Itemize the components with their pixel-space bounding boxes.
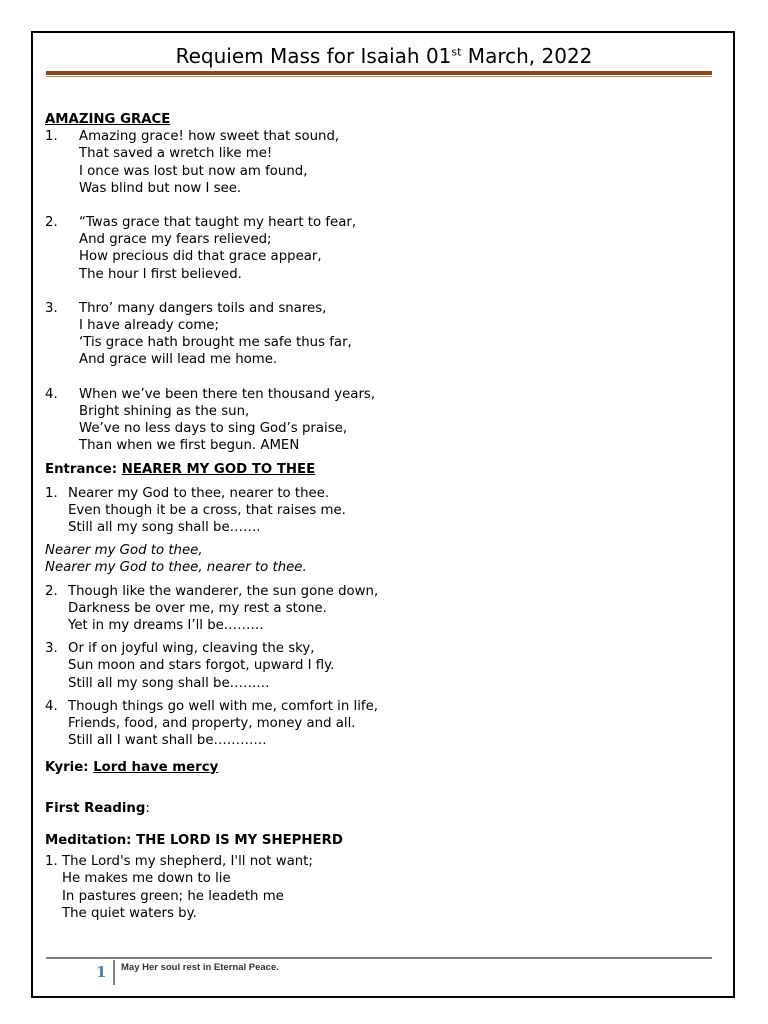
- verse: 4. Though things go well with me, comfort in life, Friends, food, and property, money and all. Still all I want shall be…………: [45, 698, 705, 750]
- verse: 1. The Lord's my shepherd, I'll not want; He makes me down to lie In pastures green; he leadeth me The quiet waters by.: [45, 854, 313, 921]
- page-number-divider: [113, 960, 115, 985]
- verse-line: Darkness be over me, my rest a stone.: [68, 600, 327, 616]
- document-body: [45, 111, 705, 922]
- verse-line: ‘Tis grace hath brought me safe thus far,: [79, 335, 352, 351]
- verse-line: “Twas grace that taught my heart to fear,: [79, 215, 357, 231]
- page-number: 1: [96, 963, 107, 981]
- verse: 2. “Twas grace that taught my heart to fear, And grace my fears relieved; How precious did that grace appear, The hour I first believed.: [45, 214, 705, 283]
- verse-line: Was blind but now I see.: [79, 180, 242, 196]
- verse-line: Nearer my God to thee, nearer to thee.: [68, 485, 330, 501]
- verse-line: The Lord's my shepherd, I'll not want;: [62, 854, 313, 870]
- verse-line: Still all my song shall be………: [68, 675, 270, 691]
- verse-line: The quiet waters by.: [62, 905, 197, 921]
- section-heading-meditation: Meditation: THE LORD IS MY SHEPHERD: [45, 832, 343, 848]
- verse: 1. Amazing grace! how sweet that sound, That saved a wretch like me! I once was lost but now am found, Was blind but now I see.: [45, 128, 705, 197]
- verse-line: Amazing grace! how sweet that sound,: [79, 129, 340, 145]
- verse-line: I once was lost but now am found,: [79, 163, 308, 179]
- verse-line: Even though it be a cross, that raises me.: [68, 502, 346, 518]
- verse-line: And grace my fears relieved;: [79, 232, 272, 248]
- verse-line: The hour I first believed.: [79, 266, 242, 282]
- verse-line: Thro’ many dangers toils and snares,: [79, 300, 327, 316]
- header-rule: [46, 71, 712, 75]
- verse-line: And grace will lead me home.: [79, 352, 278, 368]
- footer-rule: [46, 957, 712, 959]
- verse-line: Than when we first begun. AMEN: [79, 438, 300, 454]
- verse-line: In pastures green; he leadeth me: [62, 888, 284, 904]
- verse-line: Friends, food, and property, money and all.: [68, 716, 356, 732]
- verse: 3. Or if on joyful wing, cleaving the sky, Sun moon and stars forgot, upward I fly. Still all my song shall be………: [45, 640, 705, 692]
- footer-text: May Her soul rest in Eternal Peace.: [121, 962, 279, 973]
- hymn-heading-amazing-grace: AMAZING GRACE: [45, 112, 171, 127]
- verse-line: Though things go well with me, comfort in life,: [68, 698, 379, 714]
- header-rule-thin: [46, 76, 712, 77]
- verse-line: Yet in my dreams I’ll be………: [68, 618, 264, 634]
- verse-line: We’ve no less days to sing God’s praise,: [79, 421, 348, 437]
- verse-line: Still all my song shall be…….: [68, 520, 261, 536]
- verse: 4. When we’ve been there ten thousand years, Bright shining as the sun, We’ve no less days to sing God’s praise, Than when we first begun. AMEN: [45, 386, 705, 455]
- verse-line: He makes me down to lie: [62, 871, 231, 887]
- refrain: Nearer my God to thee, Nearer my God to thee, nearer to thee.: [45, 543, 307, 576]
- verse: 1. Nearer my God to thee, nearer to thee. Even though it be a cross, that raises me. Still all my song shall be…….: [45, 485, 705, 537]
- verse-line: Though like the wanderer, the sun gone down,: [68, 583, 379, 599]
- verse-line: Or if on joyful wing, cleaving the sky,: [68, 641, 315, 657]
- page-title: Requiem Mass for Isaiah 01st March, 2022: [175, 44, 593, 68]
- verse-line: How precious did that grace appear,: [79, 249, 322, 265]
- section-heading-kyrie: Kyrie: Lord have mercy: [45, 759, 219, 775]
- verse-line: Still all I want shall be…………: [68, 733, 267, 749]
- verse-line: Bright shining as the sun,: [79, 403, 250, 419]
- verse-line: When we’ve been there ten thousand years,: [79, 386, 376, 402]
- verse-line: I have already come;: [79, 318, 219, 334]
- verse-line: Sun moon and stars forgot, upward I fly.: [68, 658, 335, 674]
- verse-line: That saved a wretch like me!: [79, 146, 273, 162]
- verse: 2. Though like the wanderer, the sun gone down, Darkness be over me, my rest a stone. Yet in my dreams I’ll be………: [45, 583, 705, 635]
- section-heading-entrance: Entrance: NEARER MY GOD TO THEE: [45, 462, 316, 478]
- section-heading-first-reading: First Reading:: [45, 800, 150, 816]
- verse: 3. Thro’ many dangers toils and snares, I have already come; ‘Tis grace hath brought me safe thus far, And grace will lead me home.: [45, 300, 705, 369]
